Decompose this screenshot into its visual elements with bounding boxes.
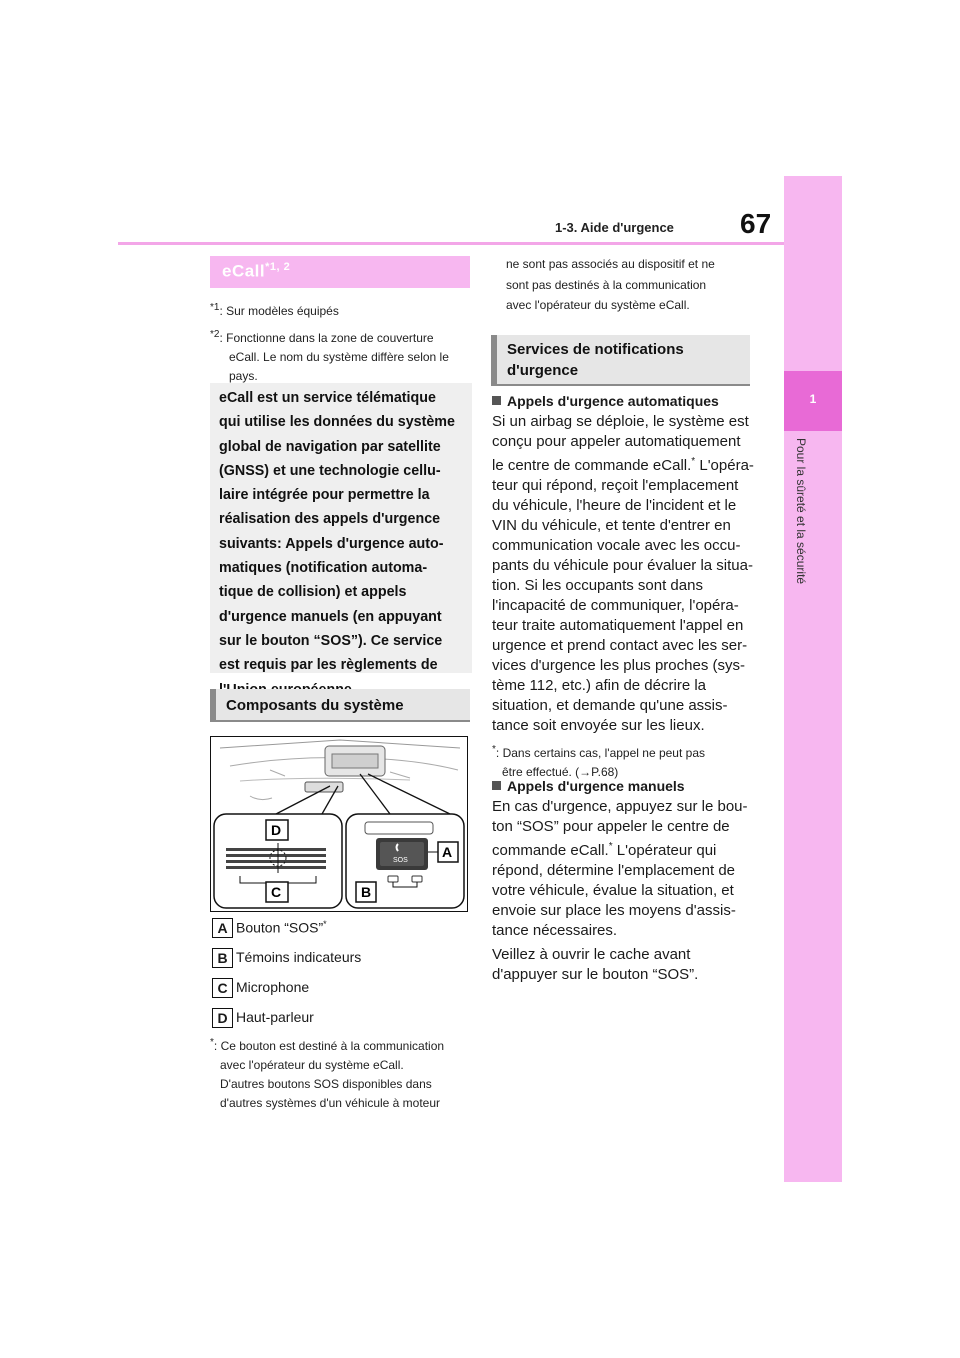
- manual-body-line: répond, détermine l'emplacement de: [492, 862, 736, 879]
- figure-label-d: D: [271, 822, 282, 838]
- ecall-heading: [210, 256, 470, 288]
- manual-line3a: commande eCall.: [492, 842, 609, 859]
- auto-line3a: le centre de commande eCall.: [492, 457, 692, 474]
- summary-line: global de navigation par satellite: [219, 438, 441, 455]
- manual-body-line: votre véhicule, évalue la situation, et: [492, 882, 734, 899]
- footnote-2-line2: eCall. Le nom du système diffère selon le: [229, 350, 449, 364]
- auto-body-line: l'incapacité de communiquer, l'opéra-: [492, 597, 739, 614]
- manual-closing1: Veillez à ouvrir le cache avant: [492, 946, 691, 963]
- page-number: 67: [740, 208, 772, 239]
- legend-item-c: [212, 978, 472, 1000]
- services-heading: [491, 335, 750, 386]
- footnote-bottom-line1: : Ce bouton est destiné à la communication: [213, 1039, 445, 1053]
- right-continuation: [506, 254, 756, 316]
- auto-body-line: VIN du véhicule, et tente d'entrer en: [492, 517, 731, 534]
- continuation-line1: ne sont pas associés au dispositif et ne: [506, 257, 715, 271]
- summary-line: sur le bouton “SOS”). Ce service: [219, 632, 443, 649]
- footnote-bottom-line4: d'autres systèmes d'un véhicule à moteur: [220, 1096, 441, 1110]
- manual-title: [492, 778, 758, 794]
- auto-body-line: teur traite automatiquement l'appel en: [492, 617, 744, 634]
- auto-rest: [492, 476, 758, 736]
- footnote-2-line3: pays.: [229, 369, 258, 383]
- auto-body-line: vices d'urgence les plus proches (sys-: [492, 657, 745, 674]
- auto-title: [492, 393, 758, 409]
- auto-line1: Si un airbag se déploie, le système est: [492, 413, 749, 430]
- summary-line: suivants: Appels d'urgence auto-: [219, 535, 444, 552]
- system-figure: [210, 736, 468, 912]
- figure-label-b: B: [361, 884, 372, 900]
- summary-box: [210, 383, 472, 673]
- auto-body-line: teur qui répond, reçoit l'emplacement: [492, 477, 739, 494]
- services-heading-line1: Services de notifications: [507, 341, 684, 358]
- auto-body-line: tance soit envoyée sur les lieux.: [492, 717, 705, 734]
- auto-body-line: du véhicule, l'heure de l'incident et le: [492, 497, 737, 514]
- legend-text-d: Haut-parleur: [236, 1009, 314, 1025]
- manual-body-line: envoie sur place les moyens d'assis-: [492, 902, 736, 919]
- ecall-heading-title: eCall: [222, 261, 266, 281]
- footnote-2-line1: : Fonctionne dans la zone de couverture: [219, 331, 434, 345]
- legend-text-c: Microphone: [236, 979, 310, 995]
- summary-line: qui utilise les données du système: [219, 414, 455, 431]
- composants-heading-text: Composants du système: [226, 697, 404, 714]
- auto-body: [492, 412, 758, 736]
- summary-line: matiques (notification automa-: [219, 560, 428, 577]
- auto-line3b: L'opéra-: [695, 457, 754, 474]
- services-heading-line2: d'urgence: [507, 362, 579, 379]
- manual-line1: En cas d'urgence, appuyez sur le bou-: [492, 798, 748, 815]
- legend-letter-b: B: [212, 948, 233, 968]
- footnote-bottom-mark: *: [210, 1037, 214, 1048]
- summary-line: est requis par les règlements de: [219, 657, 438, 674]
- auto-note-line2: être effectué. (→P.68): [502, 765, 619, 779]
- legend-mark-a: *: [323, 919, 327, 929]
- header-rule: [118, 242, 784, 245]
- auto-line3-mark: *: [691, 456, 696, 467]
- legend-text-a: Bouton “SOS”: [236, 919, 324, 936]
- auto-body-line: tion. Si les occupants sont dans: [492, 577, 703, 594]
- continuation-line3: avec l'opérateur du système eCall.: [506, 298, 690, 312]
- side-tab-number: 1: [809, 392, 817, 406]
- summary-line: réalisation des appels d'urgence: [219, 511, 441, 528]
- footnote-1-text: : Sur modèles équipés: [219, 304, 339, 318]
- auto-body-line: urgence et prend contact avec les ser-: [492, 637, 748, 654]
- auto-body-line: tème 112, etc.) afin de décrire la: [492, 677, 706, 694]
- bullet-square-icon: [492, 396, 501, 405]
- legend-text-b: Témoins indicateurs: [236, 949, 362, 965]
- legend-letter-a: A: [212, 918, 233, 938]
- footnote-1-mark: *1: [210, 302, 220, 313]
- side-tab-label: Pour la sûreté et la sécurité: [794, 438, 808, 585]
- figure-illustration: [210, 736, 468, 912]
- legend-list: [212, 918, 472, 1030]
- summary-line: tique de collision) et appels: [219, 584, 407, 601]
- auto-note-mark: *: [492, 744, 496, 755]
- footnote-2-mark: *2: [210, 329, 220, 340]
- legend-item-a: [212, 918, 472, 940]
- auto-note: [492, 740, 758, 782]
- manual-line3-mark: *: [608, 841, 613, 852]
- manual-rest: [492, 861, 758, 941]
- auto-body-line: pants du véhicule pour évaluer la situa-: [492, 557, 753, 574]
- manual-section: [492, 778, 758, 985]
- manual-closing2: d'appuyer sur le bouton “SOS”.: [492, 966, 699, 983]
- summary-line: (GNSS) et une technologie cellu-: [219, 462, 441, 479]
- manual-title-text: Appels d'urgence manuels: [507, 778, 685, 794]
- figure-sos-text: SOS: [393, 857, 408, 864]
- footnotes-top: [210, 298, 472, 386]
- auto-title-text: Appels d'urgence automatiques: [507, 393, 719, 409]
- manual-line2: ton “SOS” pour appeler le centre de: [492, 818, 730, 835]
- manual-body-line: tance nécessaires.: [492, 922, 618, 939]
- footnote-bottom-line3: D'autres boutons SOS disponibles dans: [220, 1077, 432, 1091]
- legend-item-b: [212, 948, 472, 970]
- legend-letter-c: C: [212, 978, 233, 998]
- composants-heading: [210, 689, 470, 722]
- manual-line3b: L'opérateur qui: [612, 842, 717, 859]
- manual-body: [492, 797, 758, 985]
- summary-line: laire intégrée pour permettre la: [219, 487, 430, 504]
- ecall-heading-sup: *1, 2: [265, 261, 291, 273]
- legend-item-d: [212, 1008, 472, 1030]
- auto-body-line: situation, et demande qu'une assis-: [492, 697, 728, 714]
- summary-line: eCall est un service télématique: [219, 390, 436, 406]
- auto-section: [492, 393, 758, 782]
- figure-label-c: C: [271, 884, 282, 900]
- auto-note-line1: : Dans certains cas, l'appel ne peut pas: [495, 746, 705, 760]
- side-tab-strip: [784, 176, 842, 1182]
- auto-body-line: communication vocale avec les occu-: [492, 537, 741, 554]
- continuation-line2: sont pas destinés à la communication: [506, 277, 707, 292]
- summary-line: d'urgence manuels (en appuyant: [219, 608, 442, 625]
- auto-line2: conçu pour appeler automatiquement: [492, 433, 741, 450]
- figure-label-a: A: [442, 844, 453, 860]
- summary-text: [219, 383, 472, 702]
- section-title: 1-3. Aide d'urgence: [555, 220, 674, 235]
- bullet-square-icon: [492, 781, 501, 790]
- footnote-bottom-line2: avec l'opérateur du système eCall.: [220, 1058, 404, 1072]
- footnote-bottom: [210, 1033, 476, 1113]
- legend-letter-d: D: [212, 1008, 233, 1028]
